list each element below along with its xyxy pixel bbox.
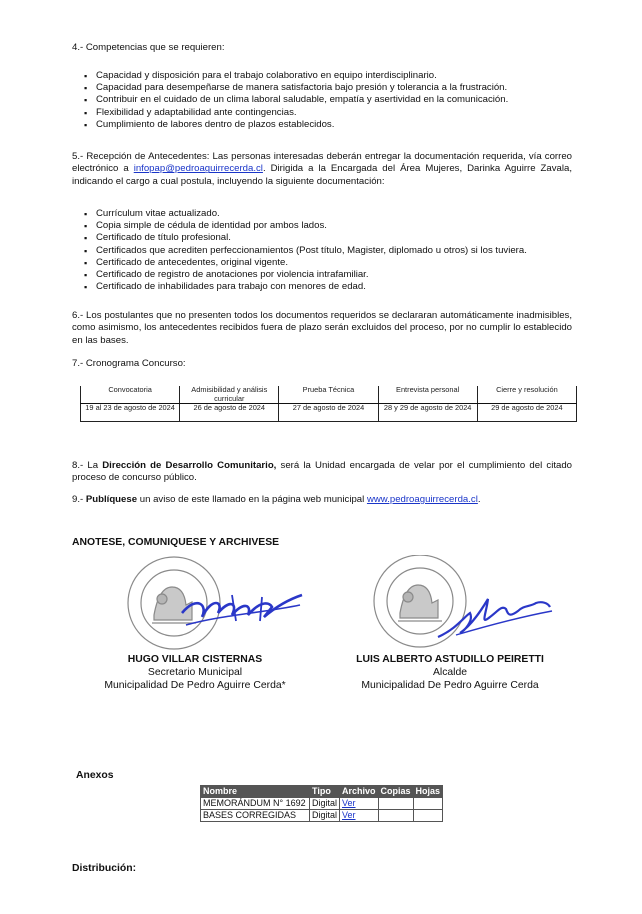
- competencias-list: [80, 70, 580, 131]
- section-9-text: un aviso de este llamado en la página web municipal: [137, 494, 367, 505]
- section-5-text-end: . Dirigida a la Encargada del Área Mujeres, Darinka Aguirre Zavala, indicando el cargo a cual postula, incluyendo la siguiente documentación:: [72, 163, 573, 187]
- ver-link[interactable]: Ver: [342, 798, 356, 808]
- digital-stamp-alcalde: [360, 555, 560, 655]
- section-9-paragraph: [72, 494, 572, 506]
- table-cell: Digital: [310, 798, 340, 810]
- cronograma-table: [80, 386, 577, 422]
- list-item: ▪ Capacidad y disposición para el trabajo colaborativo en equipo interdisciplinario.: [80, 70, 580, 82]
- list-item: ▪ Certificado de antecedentes, original vigente.: [80, 257, 580, 269]
- list-item: ▪ Certificado de registro de anotaciones por violencia intrafamiliar.: [80, 269, 580, 281]
- table-header-cell: Convocatoria: [81, 386, 180, 404]
- list-item: ▪ Capacidad para desempeñarse de manera satisfactoria bajo presión y tolerancia a la frustración.: [80, 82, 580, 94]
- table-header-row: [201, 786, 443, 798]
- section-7-title: 7.- Cronograma Concurso:: [72, 358, 186, 369]
- table-row: [201, 810, 443, 822]
- distribucion-label: Distribución:: [72, 863, 137, 874]
- documentacion-list: [80, 208, 580, 293]
- table-cell: [413, 798, 443, 810]
- signatory-role: Alcalde: [432, 667, 468, 678]
- list-item: ▪ Copia simple de cédula de identidad por ambos lados.: [80, 220, 580, 232]
- section-8-text: será la Unidad encargada de velar por el cumplimiento del citado proceso de concurso público.: [72, 460, 572, 484]
- table-cell: Digital: [310, 810, 340, 822]
- ver-link[interactable]: Ver: [342, 810, 356, 820]
- signatory-org: Municipalidad De Pedro Aguirre Cerda: [361, 680, 539, 691]
- anexos-table: [200, 785, 443, 822]
- table-cell: [340, 810, 379, 822]
- table-header-cell: Entrevista personal: [378, 386, 477, 404]
- anexos-title: Anexos: [76, 770, 114, 781]
- table-cell: 27 de agosto de 2024: [279, 404, 378, 422]
- closing-statement: ANOTESE, COMUNIQUESE Y ARCHIVESE: [72, 537, 280, 548]
- section-9-end: .: [477, 494, 481, 505]
- table-cell: [378, 798, 413, 810]
- section-8-paragraph: [72, 460, 572, 485]
- table-cell: BASES CORREGIDAS: [201, 810, 310, 822]
- list-item: ▪ Certificado de título profesional.: [80, 232, 580, 244]
- list-item: ▪ Certificado de inhabilidades para trabajo con menores de edad.: [80, 281, 580, 293]
- section-9-bold: Publíquese: [85, 494, 138, 505]
- section-5-text: 5.- Recepción de Antecedentes: Las personas interesadas deberán entregar la documentación requerida, vía correo electrónico a: [72, 151, 572, 175]
- signatory-role: Secretario Municipal: [147, 667, 243, 678]
- table-row: [201, 798, 443, 810]
- signatory-name: LUIS ALBERTO ASTUDILLO PEIRETTI: [356, 654, 544, 665]
- table-header-cell: Nombre: [201, 786, 310, 798]
- table-cell: 28 y 29 de agosto de 2024: [378, 404, 477, 422]
- table-header-cell: Tipo: [310, 786, 340, 798]
- table-header-cell: Archivo: [340, 786, 379, 798]
- table-header-cell: Admisibilidad y análisis curricular: [180, 386, 279, 404]
- section-5-paragraph: [72, 151, 572, 188]
- table-header-cell: Copias: [378, 786, 413, 798]
- table-cell: [340, 798, 379, 810]
- list-item: ▪ Contribuir en el cuidado de un clima laboral saludable, empatía y asertividad en la comunicación.: [80, 94, 580, 106]
- signatory-org: Municipalidad De Pedro Aguirre Cerda*: [104, 680, 286, 691]
- email-link[interactable]: infopap@pedroaguirrecerda.cl: [133, 163, 263, 175]
- table-cell: [378, 810, 413, 822]
- list-item: ▪ Certificados que acrediten perfeccionamientos (Post título, Magister, diplomado u otros) si los tuviera.: [80, 245, 580, 257]
- section-9-prefix: 9.-: [72, 494, 86, 505]
- table-cell: MEMORÁNDUM N° 1692: [201, 798, 310, 810]
- table-header-cell: Hojas: [413, 786, 443, 798]
- table-row: [81, 404, 577, 422]
- list-item: ▪ Currículum vitae actualizado.: [80, 208, 580, 220]
- list-item: ▪ Cumplimiento de labores dentro de plazos establecidos.: [80, 119, 580, 131]
- signatory-name: HUGO VILLAR CISTERNAS: [127, 654, 263, 665]
- section-4-title: 4.- Competencias que se requieren:: [72, 42, 225, 53]
- section-6-paragraph: 6.- Los postulantes que no presenten todos los documentos requeridos se declararan automáticamente inadmisibles, como asimismo, los antecedentes recibidos fuera de plazo serán excluidos del proceso, por no cumplir lo establecido en las bases.: [72, 310, 572, 346]
- section-8-unit: Dirección de Desarrollo Comunitario,: [102, 460, 277, 471]
- table-cell: 29 de agosto de 2024: [477, 404, 576, 422]
- website-link[interactable]: www.pedroaguirrecerda.cl: [366, 494, 478, 505]
- list-item: ▪ Flexibilidad y adaptabilidad ante contingencias.: [80, 107, 580, 119]
- section-8-prefix: 8.- La: [72, 460, 103, 471]
- table-header-cell: Cierre y resolución: [477, 386, 576, 404]
- table-header-cell: Prueba Técnica: [279, 386, 378, 404]
- table-header-row: [81, 386, 577, 404]
- digital-stamp-secretario: [112, 555, 312, 655]
- table-cell: 19 al 23 de agosto de 2024: [81, 404, 180, 422]
- table-cell: 26 de agosto de 2024: [180, 404, 279, 422]
- table-cell: [413, 810, 443, 822]
